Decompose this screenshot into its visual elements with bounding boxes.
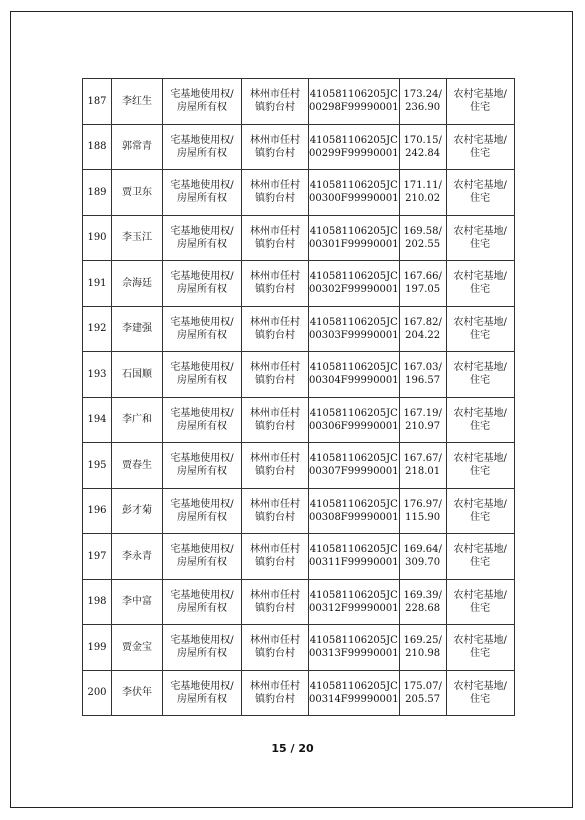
usage-line: 住宅 — [470, 238, 491, 250]
table-row — [83, 124, 515, 170]
right-type-cell — [163, 215, 242, 261]
area-cell — [399, 488, 446, 534]
area-cell — [399, 443, 446, 489]
table-row — [83, 625, 515, 671]
unit-code-cell — [309, 79, 400, 125]
right-type-cell — [163, 443, 242, 489]
area-line: 236.90 — [405, 102, 441, 114]
area-cell — [399, 534, 446, 580]
unit-code-cell — [309, 261, 400, 307]
area-line: 115.90 — [405, 511, 441, 523]
location-cell — [242, 443, 309, 489]
location-line: 镇豹台村 — [255, 193, 295, 205]
table-row — [83, 443, 515, 489]
right-type-cell — [163, 534, 242, 580]
owner-name-cell: 贾金宝 — [112, 625, 163, 671]
owner-name-cell: 李中富 — [112, 579, 163, 625]
right-type-line: 房屋所有权 — [177, 511, 227, 523]
usage-cell — [446, 215, 514, 261]
owner-name-cell: 李永青 — [112, 534, 163, 580]
right-type-line: 房屋所有权 — [177, 102, 227, 114]
area-line: 176.97/ — [403, 498, 442, 510]
usage-line: 住宅 — [470, 511, 491, 523]
unit-code-line: 00300F99990001 — [309, 193, 399, 205]
right-type-cell — [163, 79, 242, 125]
right-type-cell — [163, 397, 242, 443]
location-line: 林州市任村 — [250, 635, 300, 647]
unit-code-line: 00303F99990001 — [309, 329, 399, 341]
right-type-line: 房屋所有权 — [177, 466, 227, 478]
row-number-cell: 189 — [83, 170, 112, 216]
right-type-line: 宅基地使用权/ — [170, 271, 234, 283]
table-row — [83, 579, 515, 625]
area-cell — [399, 124, 446, 170]
location-line: 林州市任村 — [250, 498, 300, 510]
usage-cell — [446, 79, 514, 125]
location-line: 林州市任村 — [250, 544, 300, 556]
row-number-cell: 195 — [83, 443, 112, 489]
row-number-cell: 198 — [83, 579, 112, 625]
page-number: 15 / 20 — [271, 742, 314, 755]
unit-code-line: 410581106205JC — [309, 362, 398, 374]
owner-name-cell: 佘海廷 — [112, 261, 163, 307]
usage-cell — [446, 670, 514, 716]
location-line: 镇豹台村 — [255, 420, 295, 432]
area-cell — [399, 215, 446, 261]
location-line: 林州市任村 — [250, 225, 300, 237]
right-type-cell — [163, 306, 242, 352]
area-line: 167.19/ — [403, 407, 442, 419]
usage-line: 住宅 — [470, 102, 491, 114]
location-cell — [242, 306, 309, 352]
area-cell — [399, 670, 446, 716]
usage-line: 农村宅基地/ — [453, 635, 507, 647]
usage-line: 农村宅基地/ — [453, 680, 507, 692]
area-line: 228.68 — [405, 602, 441, 614]
right-type-line: 房屋所有权 — [177, 648, 227, 660]
area-cell — [399, 79, 446, 125]
location-line: 林州市任村 — [250, 407, 300, 419]
location-line: 林州市任村 — [250, 89, 300, 101]
right-type-line: 宅基地使用权/ — [170, 544, 234, 556]
unit-code-cell — [309, 579, 400, 625]
area-cell — [399, 306, 446, 352]
area-line: 175.07/ — [403, 680, 442, 692]
usage-cell — [446, 397, 514, 443]
right-type-line: 房屋所有权 — [177, 557, 227, 569]
unit-code-line: 410581106205JC — [309, 407, 398, 419]
usage-line: 住宅 — [470, 193, 491, 205]
right-type-line: 房屋所有权 — [177, 193, 227, 205]
area-line: 210.97 — [405, 420, 441, 432]
owner-name-cell: 贾卫东 — [112, 170, 163, 216]
area-line: 210.98 — [405, 648, 441, 660]
usage-line: 住宅 — [470, 648, 491, 660]
table-row — [83, 261, 515, 307]
location-line: 镇豹台村 — [255, 693, 295, 705]
unit-code-line: 00313F99990001 — [309, 648, 399, 660]
right-type-line: 宅基地使用权/ — [170, 635, 234, 647]
location-line: 镇豹台村 — [255, 284, 295, 296]
usage-line: 住宅 — [470, 147, 491, 159]
table-row — [83, 352, 515, 398]
table-row — [83, 397, 515, 443]
usage-line: 农村宅基地/ — [453, 544, 507, 556]
owner-name-cell: 李红生 — [112, 79, 163, 125]
area-line: 204.22 — [405, 329, 441, 341]
location-line: 林州市任村 — [250, 680, 300, 692]
table-row — [83, 79, 515, 125]
right-type-line: 宅基地使用权/ — [170, 680, 234, 692]
right-type-line: 宅基地使用权/ — [170, 362, 234, 374]
location-line: 镇豹台村 — [255, 557, 295, 569]
usage-line: 农村宅基地/ — [453, 407, 507, 419]
row-number-cell: 197 — [83, 534, 112, 580]
table-row — [83, 534, 515, 580]
right-type-cell — [163, 579, 242, 625]
right-type-cell — [163, 488, 242, 534]
usage-cell — [446, 124, 514, 170]
location-cell — [242, 79, 309, 125]
row-number-cell: 187 — [83, 79, 112, 125]
unit-code-cell — [309, 534, 400, 580]
usage-line: 住宅 — [470, 466, 491, 478]
usage-line: 住宅 — [470, 420, 491, 432]
usage-cell — [446, 306, 514, 352]
area-cell — [399, 261, 446, 307]
table-row — [83, 488, 515, 534]
usage-line: 农村宅基地/ — [453, 316, 507, 328]
area-line: 167.82/ — [403, 316, 442, 328]
usage-line: 住宅 — [470, 693, 491, 705]
right-type-cell — [163, 170, 242, 216]
unit-code-cell — [309, 124, 400, 170]
table-row — [83, 306, 515, 352]
unit-code-line: 00307F99990001 — [309, 466, 399, 478]
owner-name-cell: 李广和 — [112, 397, 163, 443]
location-cell — [242, 397, 309, 443]
area-line: 167.67/ — [403, 453, 442, 465]
usage-line: 农村宅基地/ — [453, 225, 507, 237]
location-line: 镇豹台村 — [255, 511, 295, 523]
location-line: 林州市任村 — [250, 134, 300, 146]
area-line: 167.03/ — [403, 362, 442, 374]
area-cell — [399, 397, 446, 443]
unit-code-line: 410581106205JC — [309, 680, 398, 692]
usage-line: 住宅 — [470, 329, 491, 341]
table-row — [83, 170, 515, 216]
right-type-cell — [163, 352, 242, 398]
unit-code-line: 410581106205JC — [309, 635, 398, 647]
right-type-line: 房屋所有权 — [177, 284, 227, 296]
usage-cell — [446, 443, 514, 489]
location-cell — [242, 170, 309, 216]
row-number-cell: 200 — [83, 670, 112, 716]
area-line: 169.39/ — [403, 589, 442, 601]
unit-code-line: 00302F99990001 — [309, 284, 399, 296]
area-line: 309.70 — [405, 557, 441, 569]
usage-line: 农村宅基地/ — [453, 453, 507, 465]
property-registry-table — [82, 78, 515, 716]
area-line: 202.55 — [405, 238, 441, 250]
area-line: 205.57 — [405, 693, 441, 705]
owner-name-cell: 彭才菊 — [112, 488, 163, 534]
unit-code-line: 00312F99990001 — [309, 602, 399, 614]
unit-code-cell — [309, 170, 400, 216]
unit-code-cell — [309, 625, 400, 671]
unit-code-line: 410581106205JC — [309, 89, 398, 101]
usage-cell — [446, 534, 514, 580]
location-cell — [242, 488, 309, 534]
row-number-cell: 193 — [83, 352, 112, 398]
owner-name-cell: 石国顺 — [112, 352, 163, 398]
area-line: 167.66/ — [403, 271, 442, 283]
location-cell — [242, 670, 309, 716]
area-line: 197.05 — [405, 284, 441, 296]
unit-code-cell — [309, 352, 400, 398]
right-type-line: 房屋所有权 — [177, 238, 227, 250]
unit-code-cell — [309, 670, 400, 716]
area-line: 196.57 — [405, 375, 441, 387]
area-cell — [399, 170, 446, 216]
owner-name-cell: 李建强 — [112, 306, 163, 352]
unit-code-line: 410581106205JC — [309, 453, 398, 465]
row-number-cell: 188 — [83, 124, 112, 170]
right-type-line: 房屋所有权 — [177, 375, 227, 387]
area-line: 210.02 — [405, 193, 441, 205]
table-row — [83, 670, 515, 716]
usage-line: 农村宅基地/ — [453, 498, 507, 510]
unit-code-line: 00311F99990001 — [309, 557, 399, 569]
row-number-cell: 190 — [83, 215, 112, 261]
unit-code-line: 410581106205JC — [309, 589, 398, 601]
right-type-line: 宅基地使用权/ — [170, 589, 234, 601]
location-line: 林州市任村 — [250, 362, 300, 374]
right-type-cell — [163, 124, 242, 170]
area-cell — [399, 579, 446, 625]
right-type-line: 房屋所有权 — [177, 420, 227, 432]
usage-cell — [446, 261, 514, 307]
right-type-line: 房屋所有权 — [177, 147, 227, 159]
usage-line: 农村宅基地/ — [453, 362, 507, 374]
right-type-cell — [163, 625, 242, 671]
table-row — [83, 215, 515, 261]
unit-code-line: 00298F99990001 — [309, 102, 399, 114]
unit-code-line: 00301F99990001 — [309, 238, 399, 250]
location-cell — [242, 352, 309, 398]
right-type-line: 宅基地使用权/ — [170, 453, 234, 465]
right-type-line: 宅基地使用权/ — [170, 134, 234, 146]
area-line: 173.24/ — [403, 89, 442, 101]
usage-line: 农村宅基地/ — [453, 589, 507, 601]
usage-cell — [446, 488, 514, 534]
location-line: 镇豹台村 — [255, 147, 295, 159]
unit-code-cell — [309, 397, 400, 443]
unit-code-line: 410581106205JC — [309, 544, 398, 556]
unit-code-cell — [309, 215, 400, 261]
right-type-line: 房屋所有权 — [177, 693, 227, 705]
row-number-cell: 199 — [83, 625, 112, 671]
usage-line: 住宅 — [470, 557, 491, 569]
area-line: 169.64/ — [403, 544, 442, 556]
usage-line: 农村宅基地/ — [453, 89, 507, 101]
usage-cell — [446, 170, 514, 216]
unit-code-line: 00299F99990001 — [309, 147, 399, 159]
location-line: 镇豹台村 — [255, 648, 295, 660]
location-cell — [242, 625, 309, 671]
owner-name-cell: 李玉江 — [112, 215, 163, 261]
unit-code-line: 00304F99990001 — [309, 375, 399, 387]
right-type-line: 宅基地使用权/ — [170, 498, 234, 510]
row-number-cell: 196 — [83, 488, 112, 534]
location-line: 镇豹台村 — [255, 329, 295, 341]
location-line: 镇豹台村 — [255, 375, 295, 387]
unit-code-cell — [309, 306, 400, 352]
area-line: 170.15/ — [403, 134, 442, 146]
location-cell — [242, 215, 309, 261]
right-type-line: 宅基地使用权/ — [170, 407, 234, 419]
area-line: 218.01 — [405, 466, 441, 478]
unit-code-line: 410581106205JC — [309, 316, 398, 328]
owner-name-cell: 郭常青 — [112, 124, 163, 170]
right-type-line: 房屋所有权 — [177, 602, 227, 614]
location-cell — [242, 579, 309, 625]
location-line: 林州市任村 — [250, 180, 300, 192]
owner-name-cell: 贾春生 — [112, 443, 163, 489]
right-type-cell — [163, 261, 242, 307]
usage-line: 农村宅基地/ — [453, 134, 507, 146]
usage-cell — [446, 352, 514, 398]
unit-code-line: 410581106205JC — [309, 180, 398, 192]
unit-code-line: 410581106205JC — [309, 225, 398, 237]
row-number-cell: 191 — [83, 261, 112, 307]
unit-code-line: 410581106205JC — [309, 271, 398, 283]
location-line: 林州市任村 — [250, 589, 300, 601]
location-line: 镇豹台村 — [255, 238, 295, 250]
area-line: 171.11/ — [403, 180, 442, 192]
right-type-line: 宅基地使用权/ — [170, 316, 234, 328]
usage-cell — [446, 625, 514, 671]
unit-code-line: 00308F99990001 — [309, 511, 399, 523]
usage-line: 住宅 — [470, 375, 491, 387]
usage-line: 住宅 — [470, 602, 491, 614]
unit-code-line: 410581106205JC — [309, 134, 398, 146]
right-type-line: 宅基地使用权/ — [170, 180, 234, 192]
location-line: 林州市任村 — [250, 316, 300, 328]
location-cell — [242, 534, 309, 580]
area-cell — [399, 352, 446, 398]
right-type-line: 房屋所有权 — [177, 329, 227, 341]
unit-code-cell — [309, 443, 400, 489]
table-body — [83, 79, 515, 716]
unit-code-line: 00314F99990001 — [309, 693, 399, 705]
right-type-line: 宅基地使用权/ — [170, 89, 234, 101]
location-line: 林州市任村 — [250, 271, 300, 283]
right-type-line: 宅基地使用权/ — [170, 225, 234, 237]
unit-code-line: 00306F99990001 — [309, 420, 399, 432]
location-line: 林州市任村 — [250, 453, 300, 465]
location-cell — [242, 124, 309, 170]
area-line: 169.25/ — [403, 635, 442, 647]
usage-line: 农村宅基地/ — [453, 180, 507, 192]
row-number-cell: 194 — [83, 397, 112, 443]
unit-code-cell — [309, 488, 400, 534]
row-number-cell: 192 — [83, 306, 112, 352]
area-line: 169.58/ — [403, 225, 442, 237]
area-cell — [399, 625, 446, 671]
location-cell — [242, 261, 309, 307]
location-line: 镇豹台村 — [255, 602, 295, 614]
unit-code-line: 410581106205JC — [309, 498, 398, 510]
right-type-cell — [163, 670, 242, 716]
location-line: 镇豹台村 — [255, 102, 295, 114]
usage-line: 农村宅基地/ — [453, 271, 507, 283]
usage-line: 住宅 — [470, 284, 491, 296]
owner-name-cell: 李伏年 — [112, 670, 163, 716]
location-line: 镇豹台村 — [255, 466, 295, 478]
area-line: 242.84 — [405, 147, 441, 159]
usage-cell — [446, 579, 514, 625]
